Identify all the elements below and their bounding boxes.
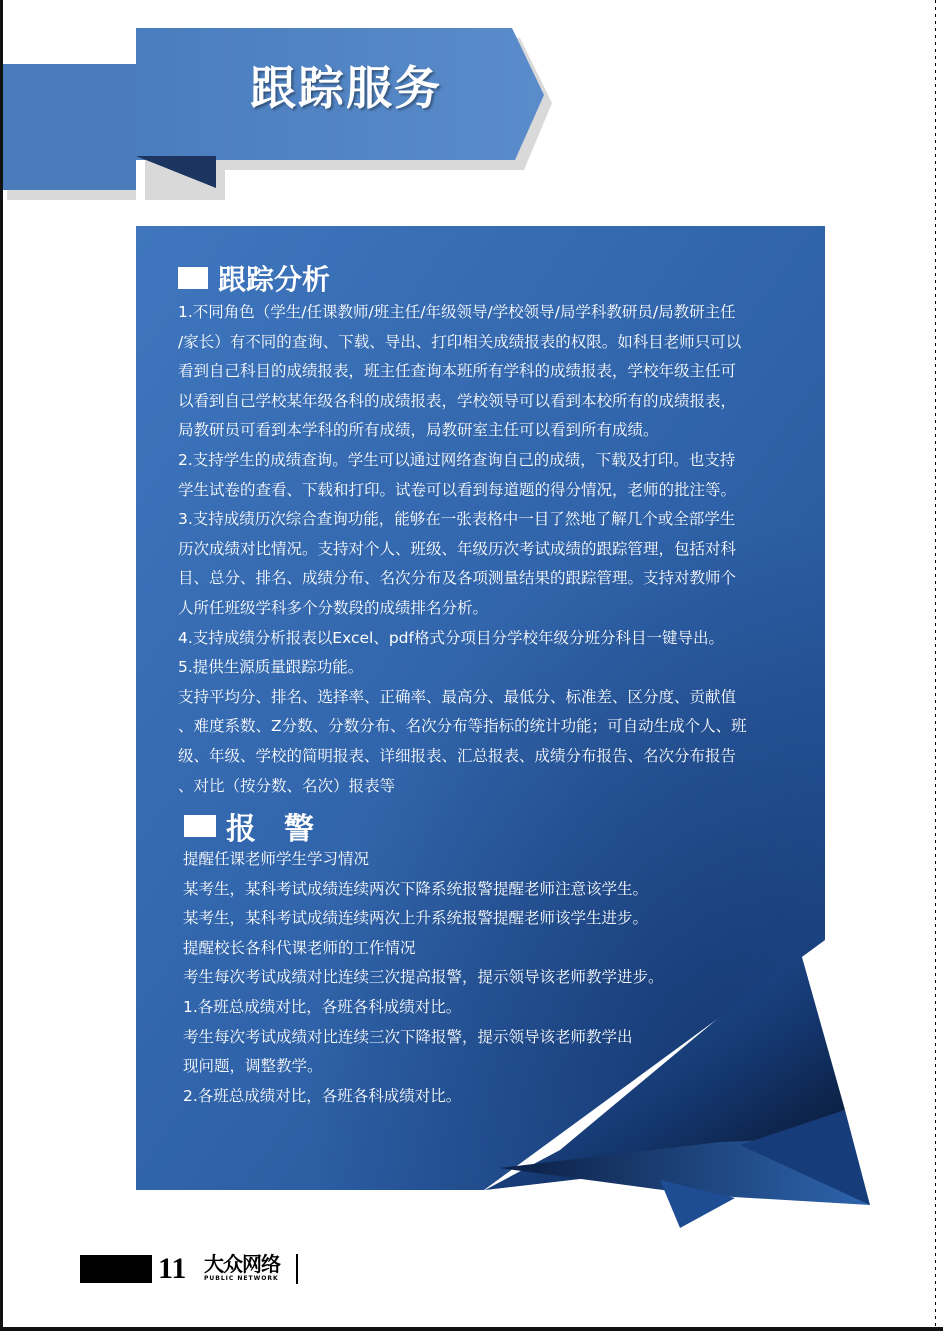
text-line: 局教研员可看到本学科的所有成绩，局教研室主任可以看到所有成绩。 [178,421,659,440]
section-heading-alarm [184,806,342,846]
section-heading-text: 跟踪分析 [218,263,331,296]
text-line: 、对比（按分数、名次）报表等 [178,776,396,795]
section-heading-text: 报警 [226,812,342,847]
frame-bottom [0,1327,943,1331]
banner-title: 跟踪服务 [250,61,442,115]
footer-brand-logo: 大众网络 [204,1252,280,1276]
text-line: 1.不同角色（学生/任课教师/班主任/年级领导/学校领导/局学科教研员/局教研主任 [178,303,736,321]
text-line: 、难度系数、Z分数、分数分布、名次分布等指标的统计功能；可自动生成个人、班 [178,717,747,736]
footer-divider [296,1254,298,1284]
heading-square-icon [184,815,216,837]
text-line: 目、总分、排名、成绩分布、名次分布及各项测量结果的跟踪管理。支持对教师个 [178,569,737,588]
text-line: 某考生，某科考试成绩连续两次上升系统报警提醒老师该学生进步。 [183,909,649,928]
text-line: /家长）有不同的查询、下载、导出、打印相关成绩报表的权限。如科目老师只可以 [178,332,742,351]
section-heading-tracking-analysis [178,260,330,296]
text-line: 提醒任课老师学生学习情况 [183,850,370,868]
section-body-alarm [183,845,703,1111]
text-line: 4.支持成绩分析报表以Excel、pdf格式分项目分学校年级分班分科目一键导出。 [178,628,724,647]
text-line: 人所任班级学科多个分数段的成绩排名分析。 [178,598,489,617]
text-line: 支持平均分、排名、选择率、正确率、最高分、最低分、标准差、区分度、贡献值 [178,687,737,706]
text-line: 级、年级、学校的简明报表、详细报表、汇总报表、成绩分布报告、名次分布报告 [178,746,737,765]
text-line: 5.提供生源质量跟踪功能。 [178,658,364,677]
text-line: 历次成绩对比情况。支持对个人、班级、年级历次考试成绩的跟踪管理，包括对科 [178,539,737,558]
text-line: 看到自己科目的成绩报表，班主任查询本班所有学科的成绩报表，学校年级主任可 [178,362,737,381]
text-line: 某考生，某科考试成绩连续两次下降系统报警提醒老师注意该学生。 [183,879,649,898]
text-line: 提醒校长各科代课老师的工作情况 [183,938,416,957]
text-line: 2.各班总成绩对比，各班各科成绩对比。 [183,1086,462,1105]
section-body-tracking-analysis [178,298,790,801]
frame-left [0,0,3,1331]
footer-brand-english: PUBLIC NETWORK [204,1275,279,1282]
text-line: 现问题，调整教学。 [183,1057,323,1076]
text-line: 学生试卷的查看、下载和打印。试卷可以看到每道题的得分情况，老师的批注等。 [178,480,737,499]
footer-bar [80,1255,152,1283]
text-line: 考生每次考试成绩对比连续三次提高报警，提示领导该老师教学进步。 [183,968,664,987]
text-line: 1.各班总成绩对比，各班各科成绩对比。 [183,997,462,1016]
text-line: 以看到自己学校某年级各科的成绩报表，学校领导可以看到本校所有的成绩报表， [178,391,737,410]
text-line: 2.支持学生的成绩查询。学生可以通过网络查询自己的成绩，下载及打印。也支持 [178,450,736,469]
text-line: 3.支持成绩历次综合查询功能，能够在一张表格中一目了然地了解几个或全部学生 [178,510,736,529]
heading-square-icon [178,267,208,289]
page-number: 11 [158,1252,187,1285]
text-line: 考生每次考试成绩对比连续三次下降报警，提示领导该老师教学出 [183,1027,633,1046]
frame-right-dashed [935,0,936,1331]
